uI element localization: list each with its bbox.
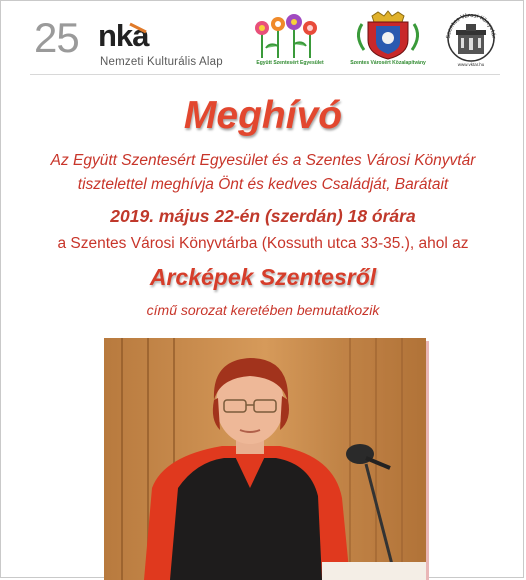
library-building-icon (444, 10, 498, 62)
kozalapitvany-caption: Szentes Városért Közalapítvány (350, 60, 426, 66)
invitation-title: Meghívó (183, 94, 343, 137)
invite-date: 2019. május 22-én (szerdán) 18 órára (110, 206, 416, 226)
szentes-kozalapitvany-logo (342, 10, 434, 72)
invite-greeting: tisztelettel meghívja Önt és kedves Családját, Barátait (77, 176, 449, 193)
invite-organizers: Az Együtt Szentesért Egyesület és a Szentes Városi Könyvtár (50, 152, 476, 169)
coat-of-arms-icon (342, 10, 434, 60)
flowers-logo-icon (248, 14, 332, 60)
nka-accent-icon (126, 22, 148, 46)
nka-logo (34, 14, 244, 72)
konyvtar-arc-text: Szentes Városi Könyvtár (445, 12, 497, 39)
egyutt-caption: Együtt Szentesért Egyesület (256, 60, 324, 66)
egyutt-szentesert-logo (248, 14, 332, 72)
nka-anniversary-number: 25 (34, 14, 79, 61)
speaker-photo (104, 338, 426, 580)
konyvtar-url: www.vktar.hu (457, 62, 485, 67)
speaker-photo-illustration (104, 338, 426, 580)
nka-wordmark-text: nka (98, 18, 149, 53)
series-title: Arcképek Szentesről (149, 264, 377, 290)
invite-series-note: című sorozat keretében bemutatkozik (146, 302, 380, 318)
invite-location: a Szentes Városi Könyvtárba (Kossuth utca 33-35.), ahol az (57, 235, 469, 252)
nka-subtitle: Nemzeti Kulturális Alap (100, 56, 223, 68)
szentes-konyvtar-logo (444, 10, 498, 68)
header-divider (30, 74, 500, 75)
